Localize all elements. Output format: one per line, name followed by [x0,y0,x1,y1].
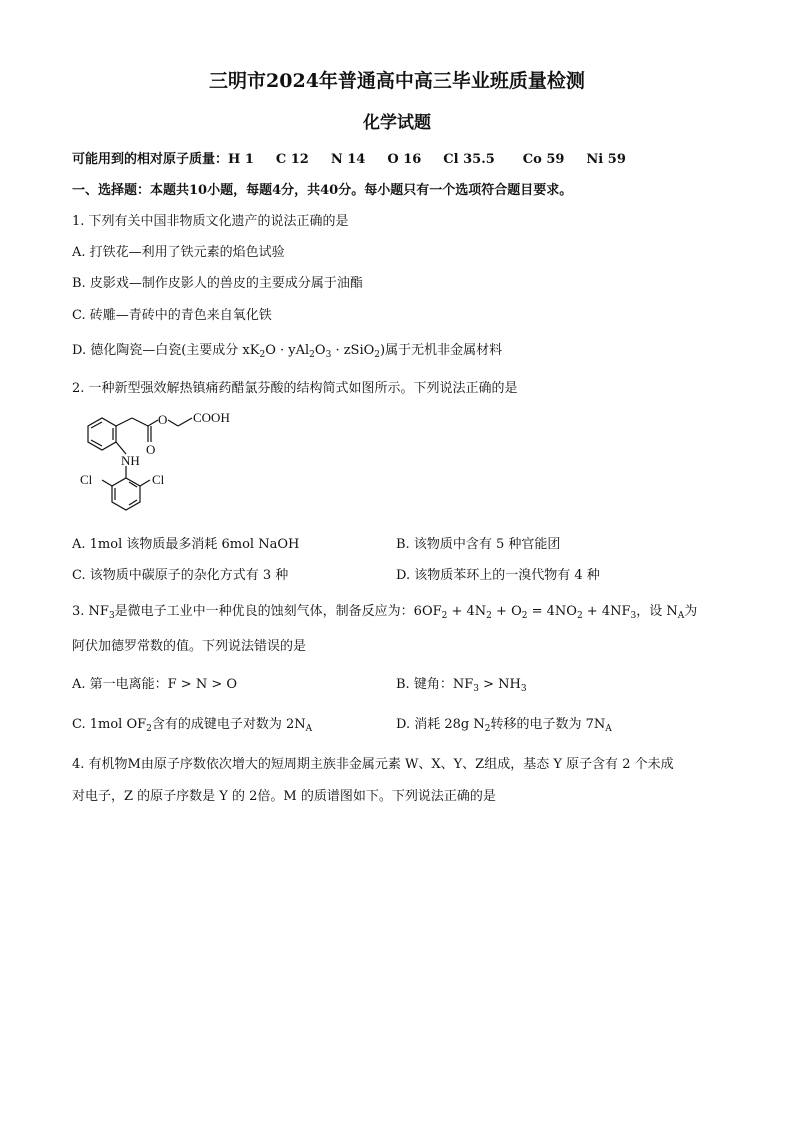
q3-b-s2: 3 [520,684,527,694]
mass-co: Co 59 [522,152,565,167]
q3-d-s2: A [605,724,612,734]
q4-stem-line-2: 对电子，Z 的原子序数是 Y 的 2倍。M 的质谱图如下。下列说法正确的是 [72,789,496,804]
q3-stem-line-1 [72,603,697,621]
lower-benzene-ring [112,478,140,510]
mol-cooh-label: COOH [193,410,230,425]
q3-s3: 2 [486,611,492,621]
q3-option-a: A. 第一电离能：F > N > O [72,677,238,692]
q1-option-b: B. 皮影戏—制作皮影人的兽皮的主要成分属于油酯 [72,276,363,291]
q3-t7: ，设 N [636,604,678,619]
q3-t1: 3. NF [72,604,109,619]
mass-o: O 16 [387,152,422,167]
page-subtitle: 化学试题 [363,113,431,133]
q1-d-sub-2: 2 [309,350,315,360]
q1-d-text-5: )属于无机非金属材料 [380,343,503,358]
mass-cl: Cl 35.5 [443,152,495,167]
q3-d-t1: D. 消耗 28g N [396,717,485,732]
q1-d-sub-3: 3 [325,350,332,360]
q3-d-t2: 转移的电子数为 7N [490,717,606,732]
q2-option-b: B. 该物质中含有 5 种官能团 [396,537,561,552]
mol-cl-right: Cl [152,472,165,487]
q3-s7: A [677,611,685,621]
q3-t2: 是微电子工业中一种优良的蚀刻气体，制备反应为：6OF [114,604,442,619]
q2-option-d: D. 该物质苯环上的一溴代物有 4 种 [396,568,600,583]
q3-b-t1: B. 键角：NF [396,677,474,692]
q2-option-a: A. 1mol 该物质最多消耗 6mol NaOH [72,537,300,552]
q3-d-s1: 2 [484,724,491,734]
upper-benzene-ring [88,418,116,450]
q3-t8: 为 [684,604,698,619]
section-heading: 一、选择题：本题共10小题，每题4分，共40分。每小题只有一个选项符合题目要求。 [72,183,573,198]
q3-c-s1: 2 [146,724,152,734]
mass-h: H 1 [228,152,254,167]
mol-cl-left: Cl [80,472,93,487]
mol-ester-oxygen: O [158,412,168,427]
q3-c-t1: C. 1mol OF [72,717,147,732]
q1-d-sub-1: 2 [259,350,266,360]
q1-d-text-3: O [314,343,326,358]
q3-s2: 2 [441,611,448,621]
q3-t5: = 4NO [527,604,577,619]
q1-d-text-2: O · yAl [265,343,310,358]
q3-t3: + 4N [447,604,487,619]
mass-c: C 12 [275,152,309,167]
q1-stem: 1. 下列有关中国非物质文化遗产的说法正确的是 [72,214,349,229]
q3-b-t2: > NH [478,677,521,692]
aceclofenac-structure [68,404,248,528]
q3-option-c [72,716,312,734]
mol-nh-label: NH [121,453,140,468]
q3-option-d [396,716,612,734]
mol-carbonyl-oxygen: O [146,442,156,457]
mass-n: N 14 [330,152,366,167]
q3-b-s1: 3 [473,684,479,694]
page-title: 三明市2024年普通高中高三毕业班质量检测 [209,70,585,92]
q3-s4: 2 [521,611,528,621]
q1-option-d [72,342,502,360]
q2-option-c: C. 该物质中碳原子的杂化方式有 3 种 [72,568,289,583]
q1-d-text-1: D. 德化陶瓷—白瓷(主要成分 xK [72,343,260,358]
q3-c-t2: 含有的成键电子对数为 2N [151,717,306,732]
q3-option-b [396,676,527,694]
q3-c-s2: A [305,724,313,734]
q3-t6: + 4NF [582,604,631,619]
q3-stem-line-2: 阿伏加德罗常数的值。下列说法错误的是 [72,639,307,654]
atomic-masses-line [72,151,626,169]
q3-s5: 2 [576,611,583,621]
q2-stem: 2. 一种新型强效解热镇痛药醋氯芬酸的结构简式如图所示。下列说法正确的是 [72,381,518,396]
mass-ni: Ni 59 [586,152,626,167]
q3-s6: 3 [630,611,637,621]
q3-s1: 3 [108,611,115,621]
atomic-masses-label: 可能用到的相对原子质量： [72,152,229,167]
q1-d-sub-4: 2 [374,350,381,360]
q1-d-text-4: · zSiO [331,343,375,358]
q3-t4: + O [491,604,522,619]
q1-option-a: A. 打铁花—利用了铁元素的焰色试验 [72,245,285,260]
q4-stem-line-1: 4. 有机物M由原子序数依次增大的短周期主族非金属元素 W、X、Y、Z组成，基态 Y 原子含有 2 个未成 [72,757,674,772]
q1-option-c: C. 砖雕—青砖中的青色来自氧化铁 [72,308,272,323]
